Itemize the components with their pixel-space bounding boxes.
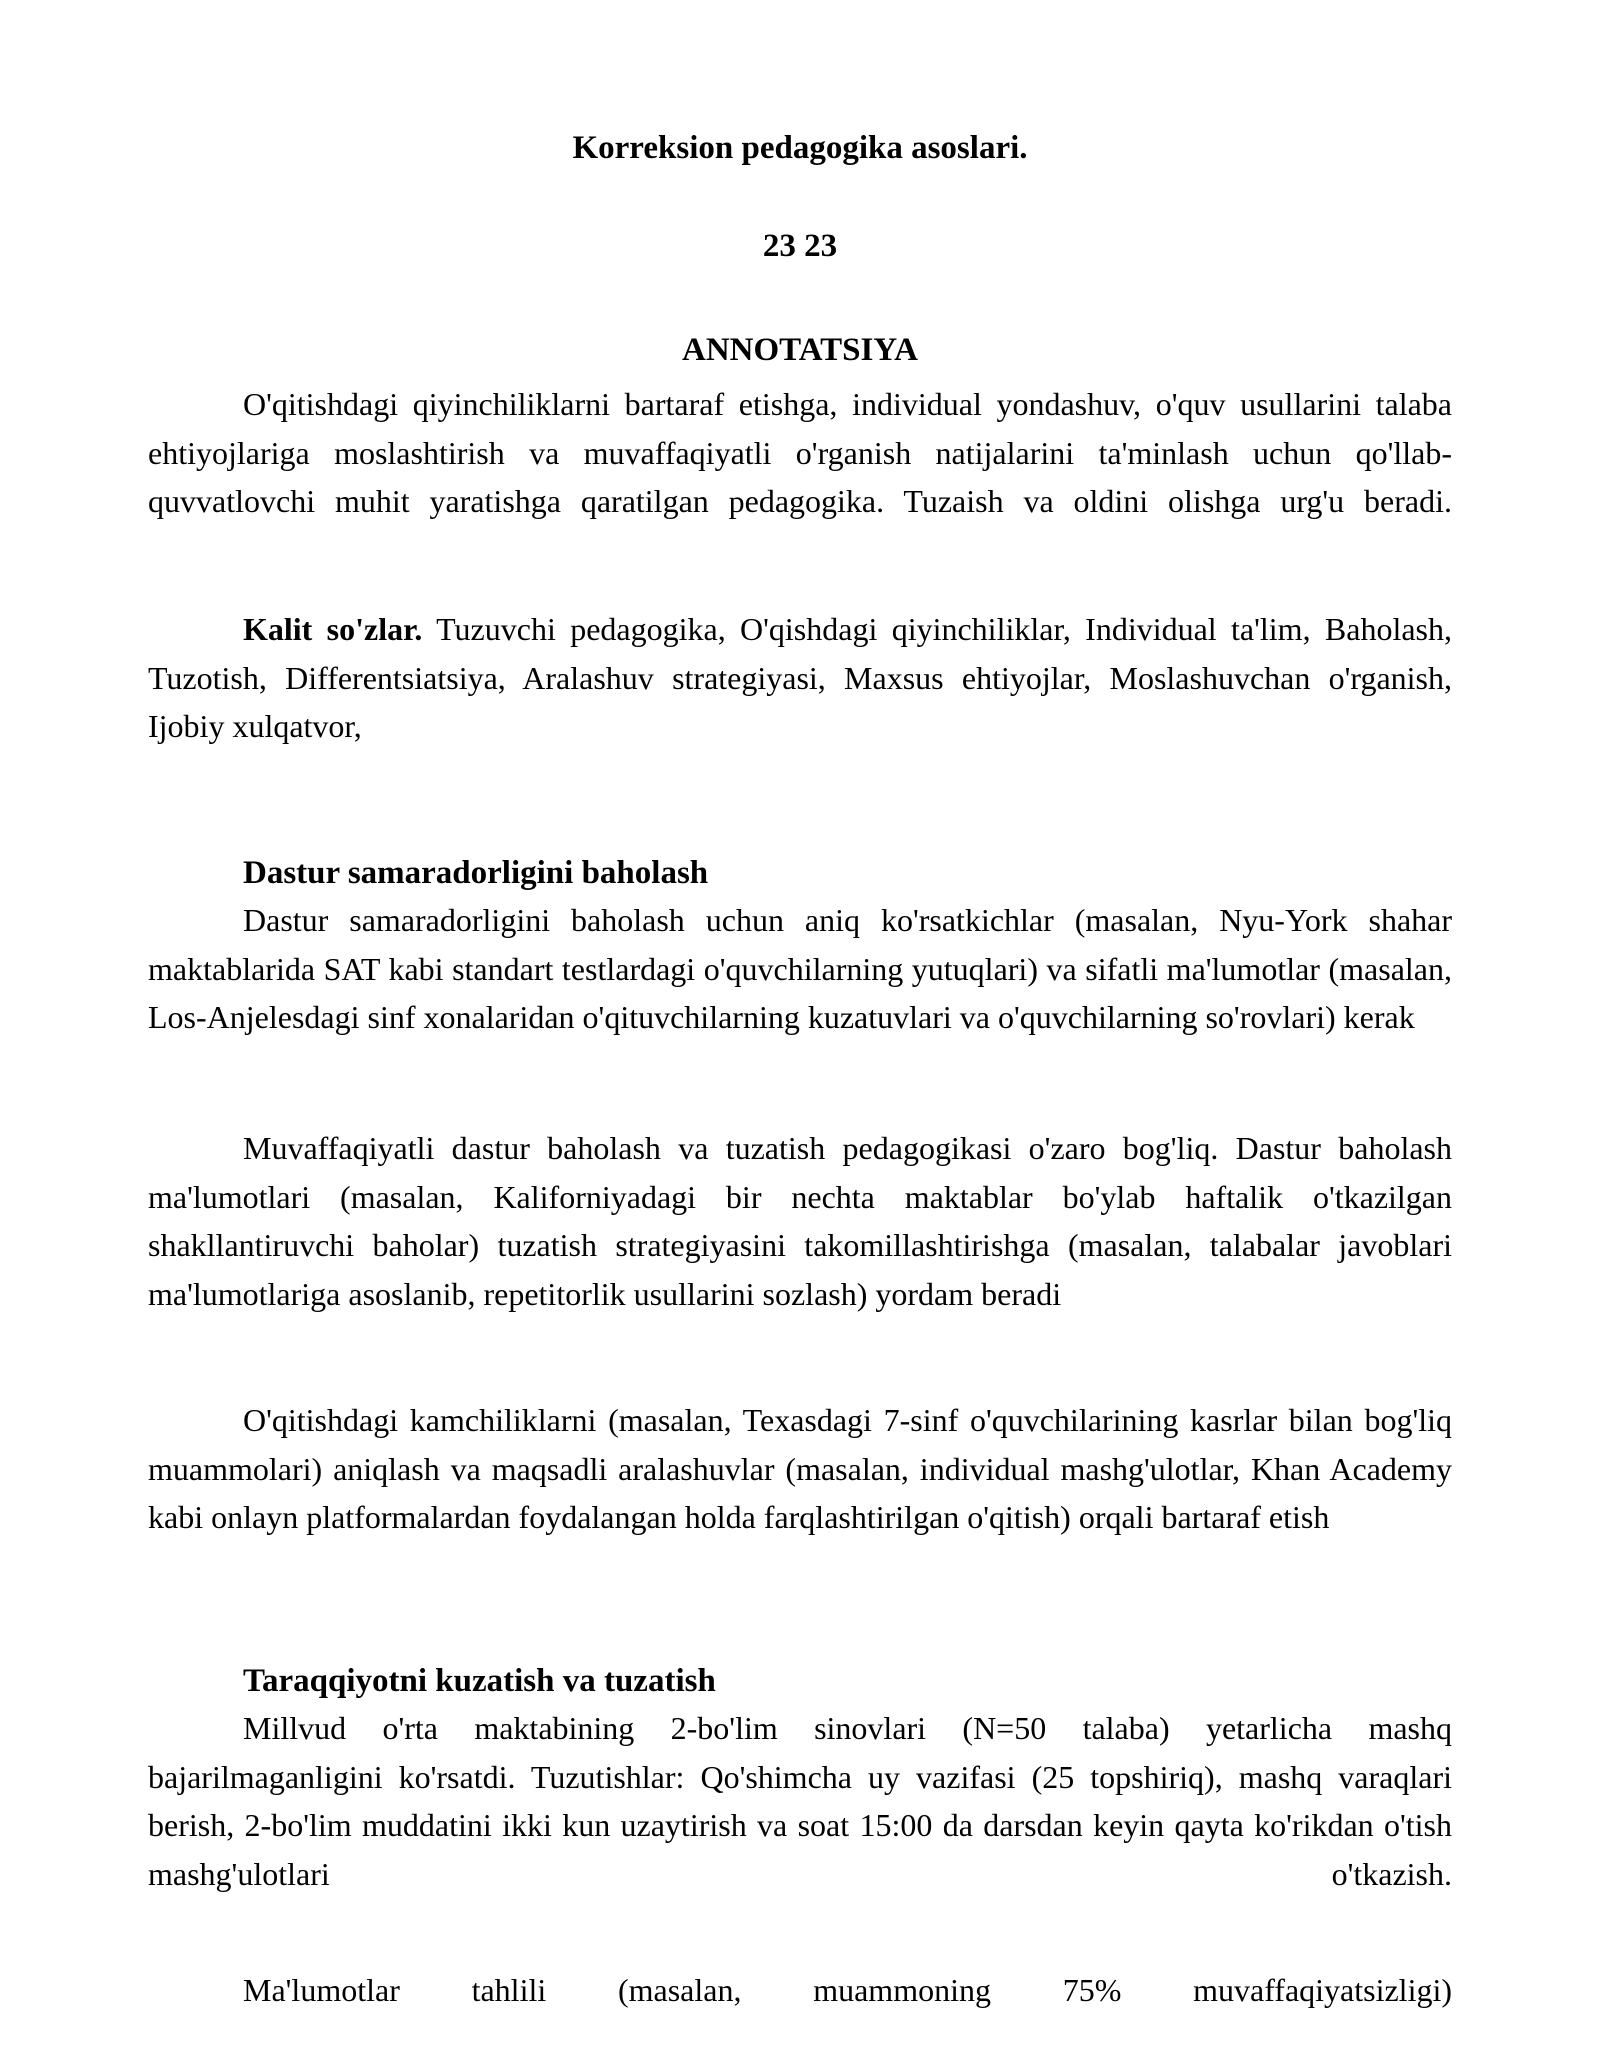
section2-paragraph-1: Millvud o'rta maktabining 2-bo'lim sinovlari (N=50 talaba) yetarlicha mashq bajarilmaganligini ko'rsatdi. Tuzutishlar: Qo'shimcha uy vazifasi (25 topshiriq), mashq varaqlari berish, 2-bo'lim muddatini ikki kun uzaytirish va soat 15:00 da darsdan keyin qayta ko'rikdan o'tish mashg'ulotlari o'tkazish. bbox=[148, 1710, 1452, 1892]
keywords-label: Kalit so'zlar. bbox=[243, 611, 423, 647]
keywords-paragraph bbox=[148, 605, 1452, 751]
annotation-heading: ANNOTATSIYA bbox=[682, 332, 918, 368]
section2-heading: Taraqqiyotni kuzatish va tuzatish bbox=[243, 1663, 716, 1699]
section-progress-tracking bbox=[148, 1658, 1452, 1898]
section2-paragraph-2: Ma'lumotlar tahlili (masalan, muammoning 75% muvaffaqiyatsizligi) bbox=[243, 1972, 1452, 2008]
section1-paragraph-2-block bbox=[148, 1124, 1452, 1318]
section1-paragraph-3: O'qitishdagi kamchiliklarni (masalan, Texasdagi 7-sinf o'quvchilarining kasrlar bilan bog'liq muammolari) aniqlash va maqsadli aralashuvlar (masalan, individual mashg'ulotlar, Khan Academy kabi onlayn platformalardan foydalangan holda farqlashtirilgan o'qitish) orqali bartaraf etish bbox=[148, 1402, 1452, 1535]
section1-paragraph-2: Muvaffaqiyatli dastur baholash va tuzatish pedagogikasi o'zaro bog'liq. Dastur baholash ma'lumotlari (masalan, Kaliforniyadagi bir nechta maktablar bo'ylab haftalik o'tkazilgan shakllantiruvchi baholar) tuzatish strategiyasini takomillashtirishga (masalan, talabalar javoblari ma'lumotlariga asoslanib, repetitorlik usullarini sozlash) yordam beradi bbox=[148, 1130, 1452, 1312]
keywords-block bbox=[148, 605, 1452, 751]
section2-paragraph-2-block bbox=[148, 1966, 1452, 2015]
keywords-text: Tuzuvchi pedagogika, O'qishdagi qiyinchiliklar, Individual ta'lim, Baholash, Tuzotish, Differentsiatsiya, Aralashuv strategiyasi, Maxsus ehtiyojlar, Moslashuvchan o'rganish, Ijobiy xulqatvor, bbox=[148, 611, 1453, 744]
section-program-evaluation bbox=[148, 850, 1452, 1042]
section1-paragraph-3-block bbox=[148, 1396, 1452, 1542]
annotation-block bbox=[148, 380, 1452, 526]
section1-heading: Dastur samaradorligini baholash bbox=[243, 855, 709, 891]
document-page bbox=[148, 0, 1452, 2070]
document-number: 23 23 bbox=[762, 228, 838, 264]
document-title: Korreksion pedagogika asoslari. bbox=[572, 130, 1028, 166]
annotation-text: O'qitishdagi qiyinchiliklarni bartaraf etishga, individual yondashuv, o'quv usullarini talaba ehtiyojlariga moslashtirish va muvaffaqiyatli o'rganish natijalarini ta'minlash uchun qo'llab-quvvatlovchi muhit yaratishga qaratilgan pedagogika. Tuzaish va oldini olishga urg'u beradi. bbox=[148, 386, 1452, 519]
section1-paragraph-1: Dastur samaradorligini baholash uchun aniq ko'rsatkichlar (masalan, Nyu-York shahar maktablarida SAT kabi standart testlardagi o'quvchilarning yutuqlari) va sifatli ma'lumotlar (masalan, Los-Anjelesdagi sinf xonalaridan o'qituvchilarning kuzatuvlari va o'quvchilarning so'rovlari) kerak bbox=[148, 902, 1452, 1035]
